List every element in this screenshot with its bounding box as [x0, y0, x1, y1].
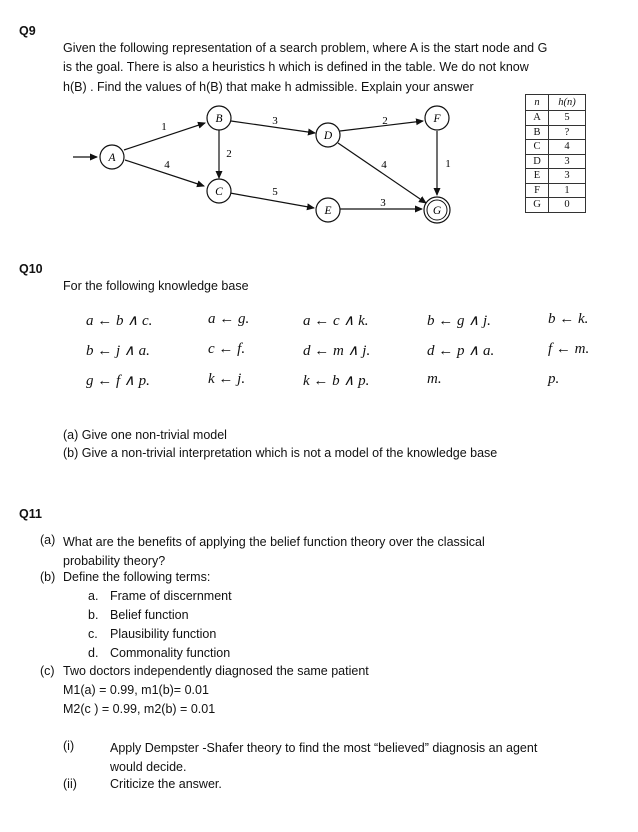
term-marker: d.: [88, 646, 99, 660]
cell-h: ?: [549, 125, 586, 140]
cell-node: A: [526, 111, 549, 126]
cell-h: 0: [549, 198, 586, 213]
table-row: [526, 154, 586, 169]
node-a-label: A: [108, 152, 116, 164]
kb-rule: a ← c ∧ k.: [303, 313, 369, 329]
kb-rule: d ← p ∧ a.: [427, 343, 495, 359]
node-f: [425, 106, 449, 130]
weight-a-c: 4: [164, 159, 170, 171]
node-c: [207, 179, 231, 203]
q11-c-text: Two doctors independently diagnosed the same patient: [63, 664, 369, 678]
term-text: Commonality function: [110, 646, 231, 660]
table-row: [526, 169, 586, 184]
node-c-label: C: [215, 186, 223, 198]
kb-rule: p.: [548, 371, 560, 387]
cell-h: 5: [549, 111, 586, 126]
heuristic-header-row: [526, 95, 586, 111]
mass-function-2: M2(c ) = 0.99, m2(b) = 0.01: [63, 702, 216, 716]
cell-h: 3: [549, 169, 586, 184]
node-b: [207, 106, 231, 130]
kb-rule: g ← f ∧ p.: [86, 373, 150, 389]
cell-node: B: [526, 125, 549, 140]
sub-i-marker: (i): [63, 739, 75, 753]
heuristic-table: [525, 94, 586, 213]
sub-ii-marker: (ii): [63, 777, 77, 791]
q10-label: Q10: [19, 262, 43, 276]
weight-a-b: 1: [161, 121, 167, 133]
node-b-label: B: [215, 113, 223, 125]
header-n: n: [526, 95, 549, 111]
q10-part-b: (b) Give a non-trivial interpretation which is not a model of the knowledge base: [63, 446, 498, 460]
kb-rule: b ← g ∧ j.: [427, 313, 491, 329]
q11-b-marker: (b): [40, 570, 56, 584]
term-marker: a.: [88, 589, 99, 603]
q11-a-text: [63, 533, 485, 570]
node-g-label: G: [432, 205, 442, 217]
kb-rule: a ← g.: [208, 311, 250, 327]
kb-rule: k ← b ∧ p.: [303, 373, 370, 389]
kb-rule: k ← j.: [208, 371, 246, 387]
weight-b-d: 3: [272, 115, 278, 127]
weight-b-c: 2: [226, 148, 232, 160]
kb-rule: f ← m.: [548, 341, 590, 357]
sub-i-text: [110, 739, 537, 776]
q9-line-1: Given the following representation of a search problem, where A is the start node and G: [63, 41, 548, 55]
mass-function-1: M1(a) = 0.99, m1(b)= 0.01: [63, 683, 209, 697]
cell-h: 4: [549, 140, 586, 155]
weight-f-g: 1: [445, 158, 451, 170]
cell-h: 1: [549, 183, 586, 198]
kb-rule: m.: [427, 371, 442, 387]
q10-part-a: (a) Give one non-trivial model: [63, 428, 227, 442]
node-e: [316, 198, 340, 222]
kb-rule: d ← m ∧ j.: [303, 343, 371, 359]
q11-b-text: Define the following terms:: [63, 570, 211, 584]
edge-d-g: [338, 143, 426, 203]
q11-label: Q11: [19, 507, 42, 521]
sub-ii-text: Criticize the answer.: [110, 777, 222, 791]
cell-h: 3: [549, 154, 586, 169]
weight-c-e: 5: [272, 186, 278, 198]
term-text: Plausibility function: [110, 627, 217, 641]
table-row: [526, 125, 586, 140]
weight-d-g: 4: [381, 159, 387, 171]
kb-rule: c ← f.: [208, 341, 246, 357]
node-d-label: D: [323, 130, 333, 142]
weight-e-g: 3: [380, 197, 386, 209]
q11-a-marker: (a): [40, 533, 56, 547]
sub-i-line-1: Apply Dempster -Shafer theory to find the most “believed” diagnosis an agent: [110, 741, 538, 755]
node-a: [100, 145, 124, 169]
q10-intro: For the following knowledge base: [63, 279, 249, 293]
table-row: [526, 140, 586, 155]
cell-node: F: [526, 183, 549, 198]
kb-rule: b ← j ∧ a.: [86, 343, 150, 359]
term-text: Frame of discernment: [110, 589, 232, 603]
term-marker: b.: [88, 608, 99, 622]
node-e-label: E: [324, 205, 332, 217]
sub-i-line-2: would decide.: [110, 759, 187, 774]
q9-line-2: is the goal. There is also a heuristics h which is defined in the table. We do not know: [63, 60, 529, 75]
cell-node: D: [526, 154, 549, 169]
q9-label: Q9: [19, 24, 36, 38]
cell-node: C: [526, 140, 549, 155]
weight-d-f: 2: [382, 115, 388, 127]
cell-node: E: [526, 169, 549, 184]
q9-line-3: h(B) . Find the values of h(B) that make h admissible. Explain your answer: [63, 79, 474, 94]
table-row: [526, 183, 586, 198]
table-row: [526, 198, 586, 213]
term-marker: c.: [88, 627, 98, 641]
kb-rule: a ← b ∧ c.: [86, 313, 153, 329]
kb-rule: b ← k.: [548, 311, 589, 327]
q11-a-line-2: probability theory?: [63, 553, 166, 568]
node-g-goal: [424, 197, 450, 223]
q11-a-line-1: What are the benefits of applying the belief function theory over the classical: [63, 535, 485, 549]
cell-node: G: [526, 198, 549, 213]
table-row: [526, 111, 586, 126]
header-hn: h(n): [549, 95, 586, 111]
node-f-label: F: [433, 113, 441, 125]
q11-c-marker: (c): [40, 664, 55, 678]
node-d: [316, 123, 340, 147]
term-text: Belief function: [110, 608, 189, 622]
